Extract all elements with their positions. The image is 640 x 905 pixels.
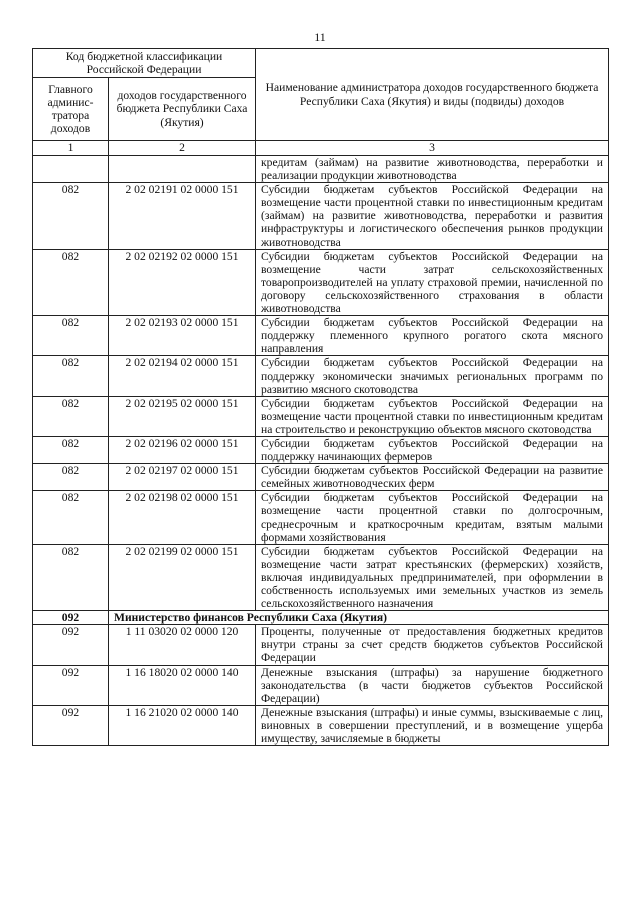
table-row	[33, 316, 609, 356]
table-row	[33, 625, 609, 665]
table-row	[33, 436, 609, 463]
section-title: Министерство финансов Республики Саха (Якутия)	[109, 611, 609, 625]
table-row	[33, 665, 609, 705]
income-code-cell: 2 02 02198 02 0000 151	[109, 491, 256, 544]
income-code-cell: 2 02 02191 02 0000 151	[109, 183, 256, 249]
income-name-cell: Проценты, полученные от предоставления бюджетных кредитов внутри страны за счет средств бюджетов субъектов Российской Федерации	[256, 625, 609, 665]
column-number-row	[33, 141, 609, 156]
admin-code-cell: 092	[33, 665, 109, 705]
income-code-cell: 1 11 03020 02 0000 120	[109, 625, 256, 665]
table-row	[33, 183, 609, 249]
income-name-cell: Субсидии бюджетам субъектов Российской Федерации на поддержку начинающих фермеров	[256, 436, 609, 463]
income-name-cell: Денежные взыскания (штрафы) и иные суммы, взыскиваемые с лиц, виновных в совершении преступлений, и в возмещение ущерба имуществу, зачисляемые в бюджеты	[256, 705, 609, 745]
admin-code-cell: 082	[33, 316, 109, 356]
table-row	[33, 396, 609, 436]
admin-code-cell: 082	[33, 491, 109, 544]
income-name-cell: кредитам (займам) на развитие животноводства, переработки и реализации продукции животноводства	[256, 156, 609, 183]
column-number: 1	[33, 141, 109, 156]
income-name-cell: Субсидии бюджетам субъектов Российской Федерации на развитие семейных животноводческих ферм	[256, 464, 609, 491]
income-code-cell: 2 02 02193 02 0000 151	[109, 316, 256, 356]
income-code-cell: 2 02 02197 02 0000 151	[109, 464, 256, 491]
income-code-cell: 2 02 02194 02 0000 151	[109, 356, 256, 396]
table-row	[33, 464, 609, 491]
table-row	[33, 491, 609, 544]
admin-code-cell: 082	[33, 436, 109, 463]
admin-code-header: Главного админис- тратора доходов	[33, 78, 109, 141]
income-code-cell: 2 02 02196 02 0000 151	[109, 436, 256, 463]
income-name-cell: Субсидии бюджетам субъектов Российской Федерации на возмещение части затрат сельскохозяйственных товаропроизводителей на уплату страховой премии, начисленной по договору сельскохозяйственного страхования в области животноводства	[256, 249, 609, 315]
section-row	[33, 611, 609, 625]
table-row	[33, 356, 609, 396]
income-code-cell: 1 16 18020 02 0000 140	[109, 665, 256, 705]
income-name-cell: Субсидии бюджетам субъектов Российской Федерации на возмещение части затрат крестьянских (фермерских) хозяйств, включая индивидуальных предпринимателей, при оформлении в собственность используемых ими земельных участков из земель сельскохозяйственного назначения	[256, 544, 609, 610]
income-code-cell: 2 02 02195 02 0000 151	[109, 396, 256, 436]
income-name-cell: Субсидии бюджетам субъектов Российской Федерации на поддержку племенного крупного рогатого скота мясного направления	[256, 316, 609, 356]
admin-code-cell: 092	[33, 625, 109, 665]
admin-code-cell: 082	[33, 356, 109, 396]
admin-code-cell: 082	[33, 249, 109, 315]
admin-code-cell: 082	[33, 396, 109, 436]
budget-classification-table	[32, 48, 609, 746]
table-row	[33, 705, 609, 745]
table-row	[33, 544, 609, 610]
income-code-cell: 2 02 02199 02 0000 151	[109, 544, 256, 610]
income-name-cell: Субсидии бюджетам субъектов Российской Федерации на возмещение части процентной ставки по долгосрочным, среднесрочным и краткосрочным кредитам, взятым малыми формами хозяйствования	[256, 491, 609, 544]
income-name-cell: Субсидии бюджетам субъектов Российской Федерации на возмещение части процентной ставки по инвестиционным кредитам на строительство и реконструкцию объектов мясного скотоводства	[256, 396, 609, 436]
admin-code-cell: 082	[33, 183, 109, 249]
admin-code-cell: 092	[33, 705, 109, 745]
income-code-header: доходов государственного бюджета Республики Саха (Якутия)	[109, 78, 256, 141]
column-number: 3	[256, 141, 609, 156]
name-column-header: Наименование администратора доходов государственного бюджета Республики Саха (Якутия) и виды (подвиды) доходов	[256, 49, 609, 141]
income-name-cell: Денежные взыскания (штрафы) за нарушение бюджетного законодательства (в части бюджетов субъектов Российской Федерации)	[256, 665, 609, 705]
table-row	[33, 156, 609, 183]
column-number: 2	[109, 141, 256, 156]
page-number: 11	[314, 30, 326, 44]
code-group-header: Код бюджетной классификации Российской Федерации	[33, 49, 256, 78]
table-row	[33, 249, 609, 315]
income-code-cell	[109, 156, 256, 183]
admin-code-cell: 082	[33, 544, 109, 610]
income-name-cell: Субсидии бюджетам субъектов Российской Федерации на поддержку экономически значимых региональных программ по развитию мясного скотоводства	[256, 356, 609, 396]
section-admin-code: 092	[33, 611, 109, 625]
income-code-cell: 1 16 21020 02 0000 140	[109, 705, 256, 745]
admin-code-cell: 082	[33, 464, 109, 491]
income-name-cell: Субсидии бюджетам субъектов Российской Федерации на возмещение части процентной ставки по инвестиционным кредитам (займам) на развитие животноводства, переработки и развития инфраструктуры и логистического обеспечения рынков продукции животноводства	[256, 183, 609, 249]
admin-code-cell	[33, 156, 109, 183]
income-code-cell: 2 02 02192 02 0000 151	[109, 249, 256, 315]
